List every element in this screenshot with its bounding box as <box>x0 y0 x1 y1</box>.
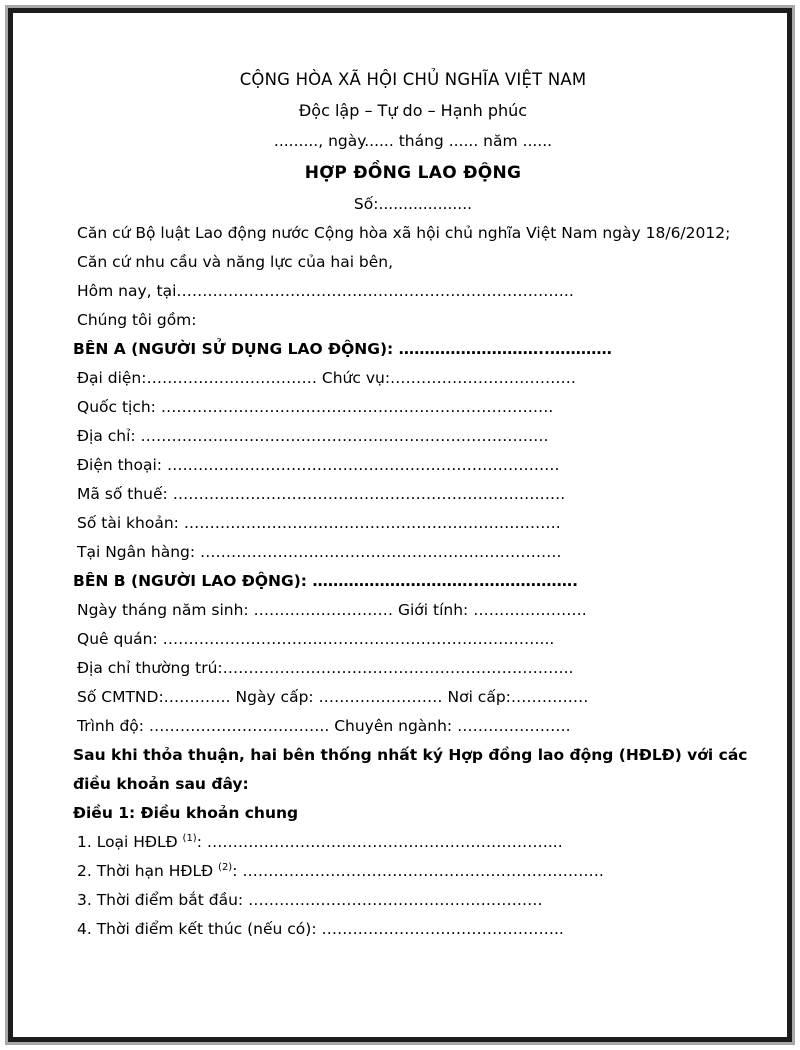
contract-number-line: Số:................... <box>353 195 473 213</box>
article-1-clause-1 <box>73 828 753 857</box>
document-title: HỢP ĐỒNG LAO ĐỘNG <box>304 163 522 183</box>
article-1-clause-3 <box>73 886 753 915</box>
document-header <box>73 65 753 219</box>
clause-4-text: 4. Thời điểm kết thúc (nếu có): <box>77 920 322 938</box>
party-b-hometown-field: Quê quán: ………………………….……………………………………... <box>77 630 555 648</box>
party-a-heading: BÊN A (NGƯỜI SỬ DỤNG LAO ĐỘNG): ………………………..………… <box>73 340 612 358</box>
party-b-heading: BÊN B (NGƯỜI LAO ĐỘNG): …………………………..………………. <box>73 572 579 590</box>
party-a-address-field: Địa chỉ: ……………………………………………………………………. <box>77 427 549 445</box>
preamble-line-location: Hôm nay, tại………………………………………………………………….. <box>77 282 574 300</box>
clause-2-text: 2. Thời hạn HĐLĐ <box>77 862 219 880</box>
preamble-line-needs: Căn cứ nhu cầu và năng lực của hai bên, <box>77 253 394 271</box>
clause-3-text: 3. Thời điểm bắt đầu: <box>77 891 249 909</box>
party-a-section <box>73 335 753 567</box>
clause-1-text: 1. Loại HĐLĐ <box>77 833 183 851</box>
national-heading: CỘNG HÒA XÃ HỘI CHỦ NGHĨA VIỆT NAM <box>239 70 587 89</box>
national-motto: Độc lập – Tự do – Hạnh phúc <box>298 101 528 120</box>
clause-3-dots: ………………………………………………… <box>248 891 543 909</box>
article-1-clause-4 <box>73 915 753 944</box>
article-1-clause-2 <box>73 857 753 886</box>
party-a-account-number-field: Số tài khoản: ………………………………………………………………. <box>77 514 561 532</box>
agreement-statement-line-2: điều khoản sau đây: <box>73 775 249 793</box>
clause-4-dots: ……………………………………….. <box>321 920 564 938</box>
party-a-phone-field: Điện thoại: …………………………………………………………………. <box>77 456 560 474</box>
clause-2-dots: : ……………………………………………………………. <box>232 862 604 880</box>
clause-1-dots: : …………………………………………………………... <box>196 833 563 851</box>
party-a-nationality-field: Quốc tịch: …………………………………………………………………. <box>77 398 554 416</box>
party-b-section <box>73 567 753 741</box>
agreement-statement <box>73 741 753 799</box>
agreement-statement-line-1: Sau khi thỏa thuận, hai bên thống nhất ký Hợp đồng lao động (HĐLĐ) với các <box>73 746 748 764</box>
preamble-line-labor-code: Căn cứ Bộ luật Lao động nước Cộng hòa xã hội chủ nghĩa Việt Nam ngày 18/6/2012; <box>77 224 731 242</box>
document-content <box>73 65 753 944</box>
party-a-tax-code-field: Mã số thuế: …………………………………………………………………. <box>77 485 566 503</box>
party-a-representative-field: Đại diện:…………………………… Chức vụ:……………………………… <box>77 369 577 387</box>
party-a-bank-field: Tại Ngân hàng: ……………………………………………………………. <box>77 543 562 561</box>
party-b-id-card-field: Số CMTND:…………. Ngày cấp: …………………… Nơi cấp:…………… <box>77 688 589 706</box>
clause-2-footnote-ref: (2) <box>218 861 233 873</box>
party-b-birthdate-gender-field: Ngày tháng năm sinh: ……………………… Giới tính: …………………. <box>77 601 587 619</box>
party-b-permanent-address-field: Địa chỉ thường trú:………………………………………………………….. <box>77 659 574 677</box>
page-border-frame <box>8 8 792 1042</box>
article-1-heading: Điều 1: Điều khoản chung <box>73 804 299 822</box>
preamble-line-parties-intro: Chúng tôi gồm: <box>77 311 197 329</box>
party-b-education-field: Trình độ: …………………………….. Chuyên ngành: …………………. <box>77 717 571 735</box>
preamble-section <box>73 219 753 335</box>
date-line: ........., ngày...... tháng ...... năm ...... <box>273 132 553 150</box>
clause-1-footnote-ref: (1) <box>182 832 197 844</box>
article-1-section <box>73 799 753 944</box>
